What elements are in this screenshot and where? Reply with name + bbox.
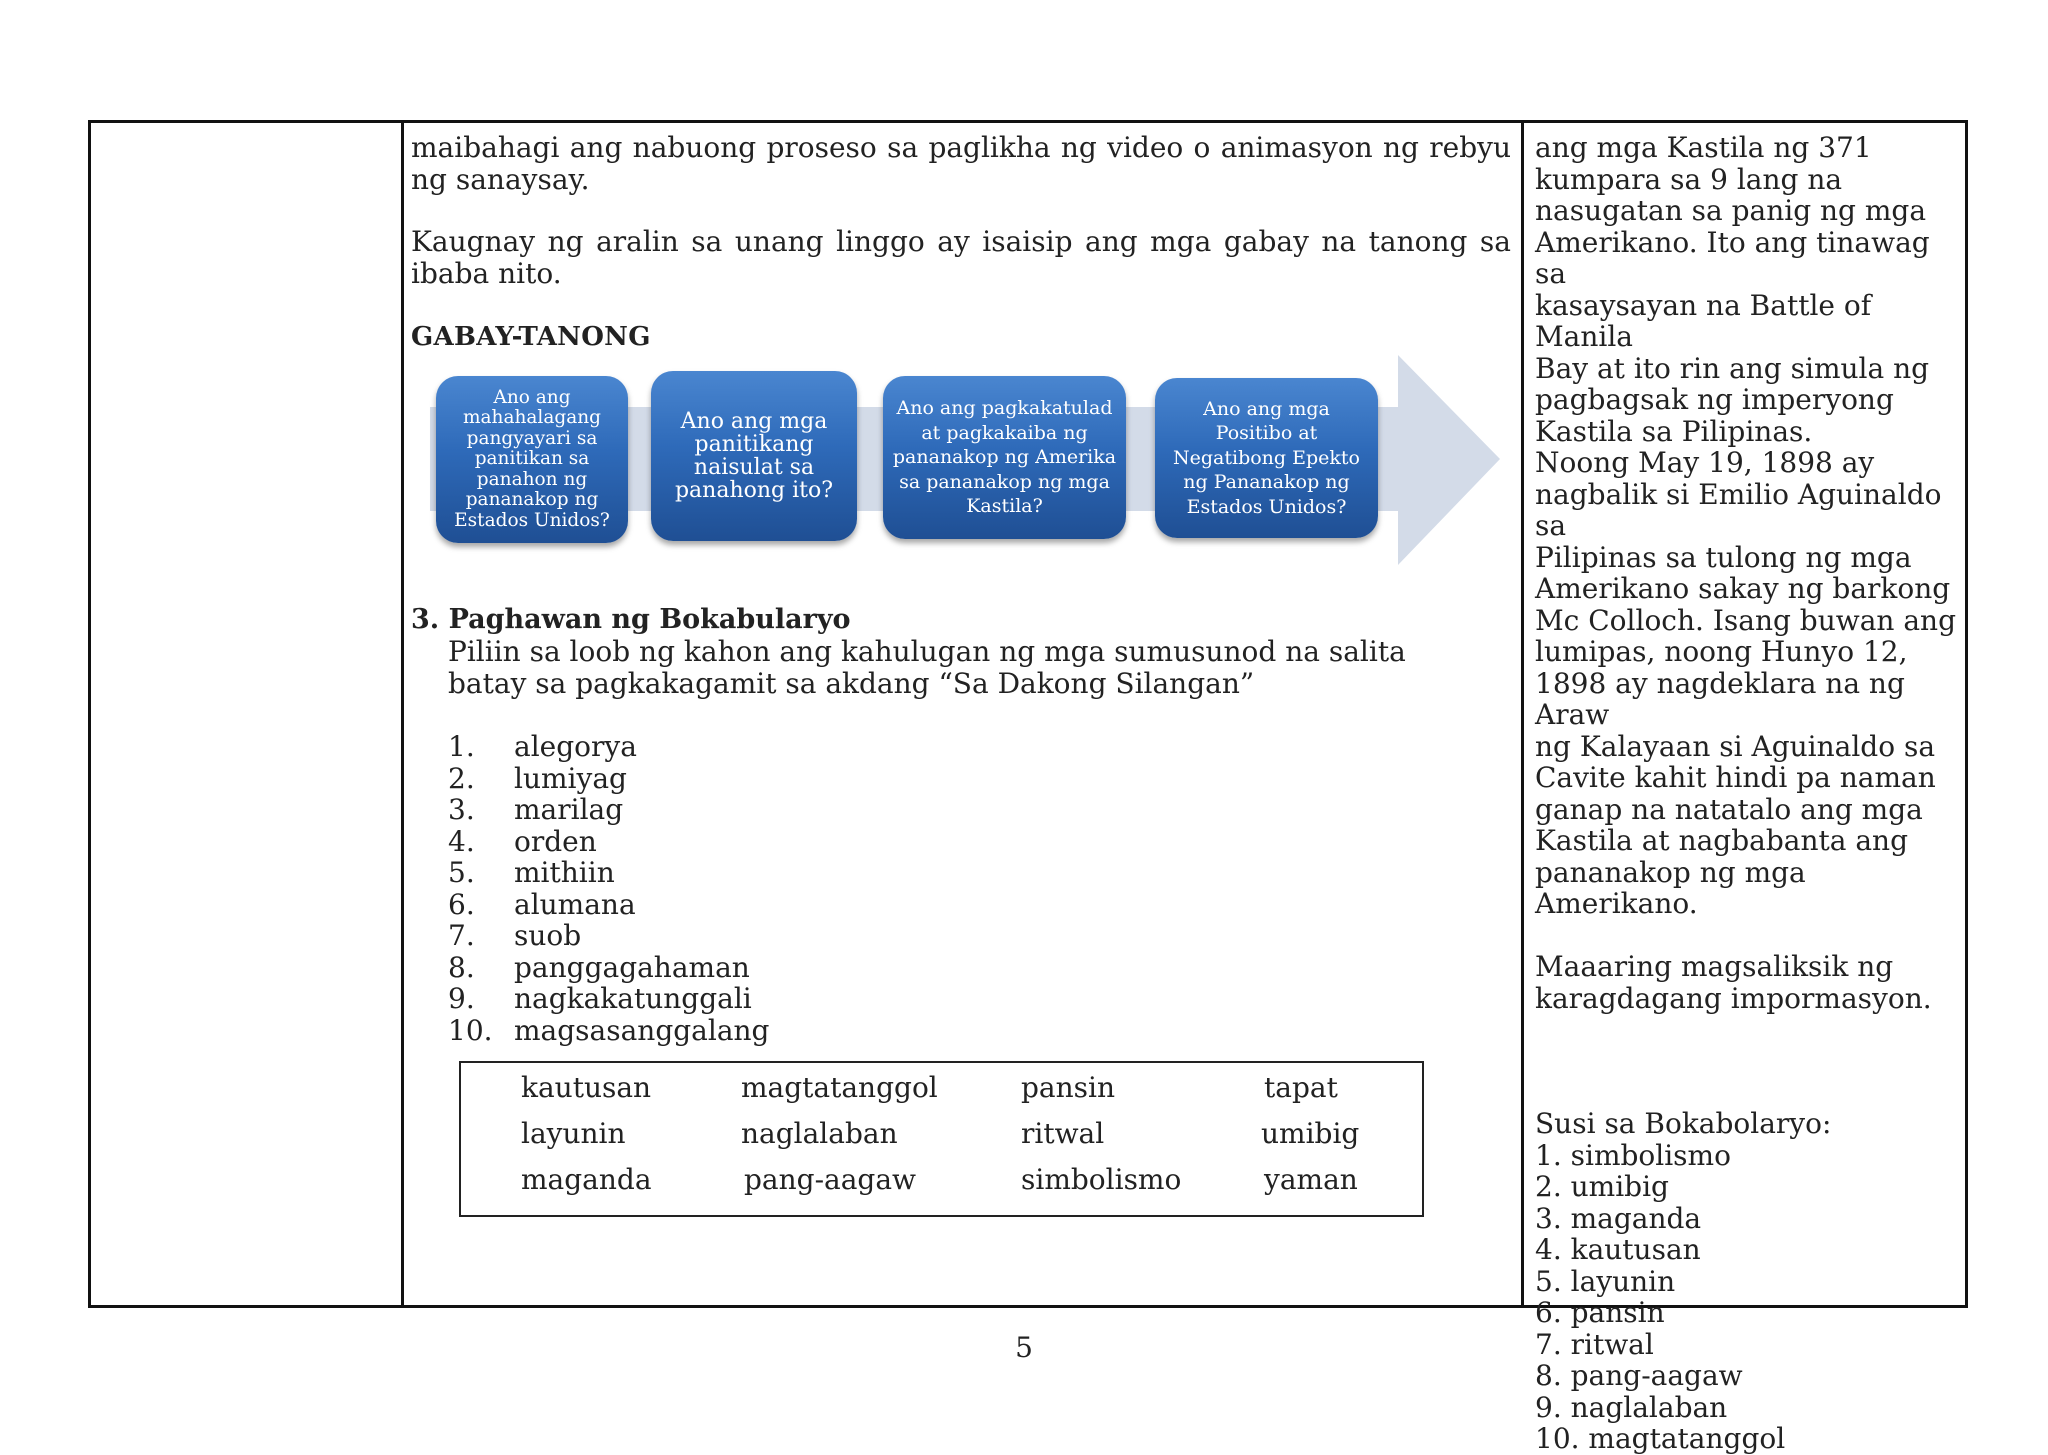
answer-key-item: 8. pang-aagaw [1535,1359,1743,1392]
list-item [448,952,769,984]
notes-line: Amerikano. Ito ang tinawag sa [1535,225,1930,290]
notes-line: Amerikano sakay ng barkong [1535,572,1951,605]
list-item [448,920,769,952]
process-step-label: Ano ang pagkakatulad at pagkakaiba ng pananakop ng Amerika sa pananakop ng mga Kastila? [892,397,1117,518]
notes-line: Cavite kahit hindi pa naman [1535,761,1936,794]
list-item [448,794,769,826]
notes-line: nasugatan sa panig ng mga [1535,194,1927,227]
intro-text [411,132,1511,289]
word-choice: yaman [1264,1163,1358,1196]
process-step-label: Ano ang mga Positibo at Negatibong Epekto ng Pananakop ng Estados Unidos? [1173,397,1360,518]
notes-line: ng Kalayaan si Aguinaldo sa [1535,729,1936,763]
word-choice: tapat [1264,1071,1338,1104]
word-choice: layunin [521,1117,626,1150]
word-choice: umibig [1261,1117,1360,1150]
spacer [1535,920,1965,952]
list-number: 2. [448,761,475,795]
list-item [448,731,769,763]
notes-line: Kastila at nagbabanta ang [1535,824,1908,857]
list-number: 9. [448,982,475,1015]
answer-key-item: 7. ritwal [1535,1327,1654,1361]
notes-line: Mc Colloch. Isang buwan ang [1535,603,1956,637]
guide-questions-diagram [430,355,1500,565]
word-choice: pansin [1021,1071,1116,1104]
gabay-tanong-heading: GABAY-TANONG [411,322,651,352]
notes-line: lumipas, noong Hunyo 12, [1535,635,1908,668]
process-step-1 [436,376,628,543]
word-choice: ritwal [1021,1117,1105,1150]
list-item [448,1015,769,1047]
list-number: 10. [448,1013,493,1047]
column-divider [1521,123,1524,1305]
word-choice: maganda [521,1163,652,1196]
word-choice: magtatanggol [741,1071,938,1104]
notes-line: Kastila sa Pilipinas. [1535,414,1813,448]
list-word: mithiin [514,856,615,889]
process-step-label: Ano ang mga panitikang naisulat sa panahong ito? [674,409,834,503]
list-word: lumiyag [514,761,627,795]
list-word: magsasanggalang [514,1013,770,1047]
list-item [448,857,769,889]
process-step-2 [651,371,857,541]
column-divider [401,123,404,1305]
answer-key-title: Susi sa Bokabolaryo: [1535,1107,1832,1140]
list-number: 1. [448,730,475,763]
notes-line: ganap na natatalo ang mga [1535,792,1923,826]
list-item [448,826,769,858]
list-word: nagkakatunggali [514,982,752,1015]
list-word: marilag [514,793,624,826]
notes-line: karagdagang impormasyon. [1535,981,1932,1015]
answer-key-item: 5. layunin [1535,1264,1676,1298]
word-choice-box [459,1061,1424,1217]
list-number: 6. [448,887,475,921]
notes-line: Pilipinas sa tulong ng mga [1535,540,1912,574]
page-number: 5 [1015,1331,1033,1364]
notes-line: kumpara sa 9 lang na [1535,162,1843,196]
process-step-4 [1155,378,1378,538]
word-choice: simbolismo [1021,1163,1182,1196]
answer-key-item: 9. naglalaban [1535,1390,1728,1424]
notes-line: Noong May 19, 1898 ay [1535,446,1875,479]
list-item [448,763,769,795]
word-choice: naglalaban [741,1117,898,1150]
answer-key-item: 1. simbolismo [1535,1138,1731,1172]
list-number: 7. [448,919,475,952]
answer-key-item: 10. magtatanggol [1535,1422,1786,1455]
intro-paragraph-1: maibahagi ang nabuong proseso sa paglikha ng video o animasyon ng rebyu ng sanaysay. [411,131,1511,196]
list-number: 5. [448,856,475,889]
answer-key-item: 2. umibig [1535,1170,1669,1203]
answer-key-item: 3. maganda [1535,1201,1702,1235]
answer-key-item: 4. kautusan [1535,1233,1701,1266]
list-word: panggagahaman [514,950,750,984]
notes-line: Maaaring magsaliksik ng [1535,950,1894,983]
list-word: suob [514,919,582,952]
list-number: 3. [448,793,475,826]
list-item [448,889,769,921]
intro-paragraph-2: Kaugnay ng aralin sa unang linggo ay isaisip ang mga gabay na tanong sa ibaba nito. [411,225,1511,290]
notes-line: ang mga Kastila ng 371 [1535,131,1872,164]
notes-column [1535,132,1965,1455]
notes-line: nagbalik si Emilio Aguinaldo sa [1535,477,1942,542]
spacer [1535,1014,1965,1108]
answer-key-item: 6. pansin [1535,1296,1665,1329]
word-choice: pang-aagaw [744,1163,917,1196]
notes-line: pagbagsak ng imperyong [1535,383,1894,416]
list-word: alegorya [514,730,637,763]
list-word: orden [514,824,597,858]
notes-line: pananakop ng mga Amerikano. [1535,855,1806,920]
process-step-label: Ano ang mahahalagang pangyayari sa panitikan sa panahon ng pananakop ng Estados Unidos? [454,386,610,531]
list-number: 4. [448,824,475,858]
notes-line: Bay at ito rin ang simula ng [1535,351,1930,385]
notes-line: 1898 ay nagdeklara na ng Araw [1535,666,1905,731]
list-word: alumana [514,887,636,921]
list-number: 8. [448,950,475,984]
vocabulary-instruction: Piliin sa loob ng kahon ang kahulugan ng mga sumusunod na salita batay sa pagkakagamit sa akdang “Sa Dakong Silangan” [448,635,1406,700]
list-item [448,983,769,1015]
vocabulary-heading: 3. Paghawan ng Bokabularyo [411,604,851,635]
notes-line: kasaysayan na Battle of Manila [1535,288,1872,353]
word-choice: kautusan [521,1071,652,1104]
vocabulary-list [448,731,769,1046]
process-step-3 [883,376,1126,539]
